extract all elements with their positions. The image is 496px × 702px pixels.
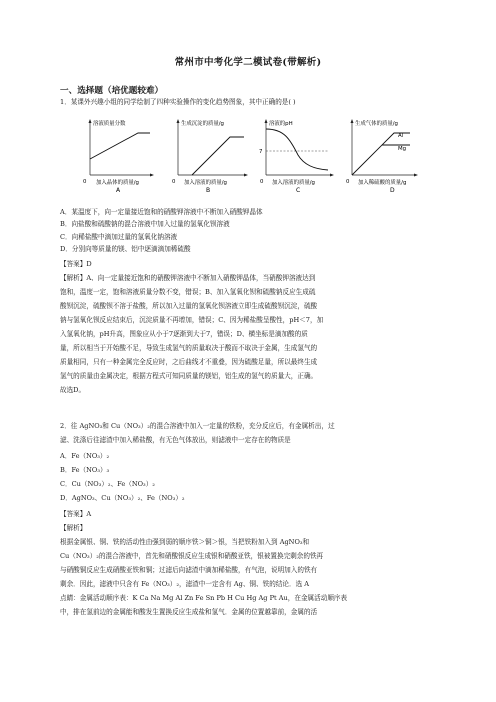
q2-analysis-line: 中，排在氢前边的金属能和酸发生置换反应生成盐和氢气．金属的位置越靠前，金属的活: [60, 608, 318, 616]
q1-analysis-line: 酸钡沉淀，硫酸钡不溶于盐酸，所以加入过量的氢氧化钡溶液立即生成硫酸钡沉淀，硫酸: [60, 302, 318, 310]
chart-b-ylabel: 生成沉淀的质量/g: [181, 121, 224, 127]
chart-a-origin: 0: [83, 179, 87, 185]
chart-b-curve: [192, 137, 244, 175]
q2-analysis-line: Cu（NO₃）₂的混合溶液中，首先和硝酸银反应生成银和硝酸亚铁，银被置换完剩余的铁再: [60, 552, 324, 560]
q1-charts: [80, 117, 420, 203]
q1-analysis-line: 量，所以相当于开始酸不足，导致生成氢气的质量取决于酸而不取决于金属，生成氢气的: [60, 344, 318, 352]
q1-option-a: A．某温度下，向一定量接近饱和的硝酸钾溶液中不断加入硝酸钾晶体: [60, 208, 263, 216]
q1-analysis-line: 钠与氢氧化钡反应结束后，沉淀质量不再增加，错误；C、因为稀盐酸呈酸性，pH＜7，加: [60, 316, 324, 324]
q1-analysis-line: 质量相同，只有一种金属完全反应时，之后曲线才不重叠，因为硫酸足量，所以最终生成: [60, 358, 318, 366]
q1-analysis-line: 【解析】A、向一定量接近饱和的硝酸钾溶液中不断加入硝酸钾晶体，当硝酸钾溶液达到: [60, 274, 316, 282]
chart-d-label-al: Al: [398, 133, 404, 139]
q2-option-a: A．Fe（NO₃）₂: [60, 452, 110, 460]
chart-d-label-mg: Mg: [398, 146, 407, 152]
chart-a-letter: A: [116, 187, 121, 194]
q2-option-c: C．Cu（NO₃）₂、Fe（NO₃）₂: [60, 480, 155, 488]
q1-option-c: C．向稀盐酸中滴加过量的氢氧化钠溶液: [60, 233, 178, 241]
q2-answer: 【答案】A: [60, 510, 92, 518]
chart-d-curve-al: [352, 133, 410, 175]
chart-b: [172, 119, 248, 194]
q1-option-d: D．分别向等质量的镁、铝中逐滴滴加稀硫酸: [60, 245, 191, 253]
chart-c-xlabel: 加入溶液的质量/g: [272, 180, 315, 186]
chart-d-letter: D: [390, 187, 395, 194]
q2-analysis-line: 点睛：金属活动顺序表：K Ca Na Mg Al Zn Fe Sn Pb H Cu Hg Ag Pt Au，在金属活动顺序表: [60, 594, 348, 602]
q2-option-d: D．AgNO₃、Cu（NO₃）₂、Fe（NO₃）₂: [60, 494, 185, 502]
q2-analysis-line: 根据金属银、铜、铁的活动性由强到弱的顺序铁＞铜＞银，当把铁粉加入到 AgNO₃和: [60, 538, 310, 546]
chart-d-xlabel: 加入稀硫酸的质量/g: [358, 180, 407, 186]
chart-a-ylabel: 溶液质量分数: [93, 121, 126, 127]
chart-b-origin: 0: [172, 179, 176, 185]
q1-answer: 【答案】D: [60, 260, 92, 268]
q1-stem: 1．某课外兴趣小组的同学绘制了四种实验操作的变化趋势图象，其中正确的是( ): [60, 98, 296, 106]
chart-b-letter: B: [206, 187, 211, 194]
q2-analysis-line: 与硝酸铜反应生成硝酸亚铁和铜；过滤后向滤渣中滴加稀盐酸，有气泡，说明加入的铁有: [60, 566, 318, 574]
q2-analysis-line: 剩余．因此，滤液中只含有 Fe（NO₃）₂，滤渣中一定含有 Ag、铜、铁的结论．选 A: [60, 580, 310, 588]
q1-analysis-line: 入氢氧化钠，pH升高，图象应从小于7逐渐到大于7，错误；D、横坐标是滴加酸的质: [60, 330, 308, 338]
chart-b-xlabel: 加入溶液的质量/g: [184, 180, 227, 186]
document-title: 常州市中考化学二模试卷(带解析): [174, 57, 322, 68]
chart-c-curve: [266, 129, 328, 170]
chart-c-letter: C: [296, 187, 301, 194]
chart-d: [346, 119, 418, 194]
chart-c: [259, 119, 334, 194]
chart-a-curve: [90, 133, 150, 159]
q1-analysis-line: 氢气的质量由金属决定，根据方程式可知同质量的镁铝，铝生成的氢气的质量大，正确。: [60, 372, 318, 380]
chart-c-origin: 0: [260, 179, 264, 185]
section-heading: 一、选择题（培优题较难）: [60, 86, 164, 96]
q1-chart-group: [80, 117, 420, 203]
chart-d-origin: 0: [346, 179, 350, 185]
chart-d-ylabel: 生成气体的质量/g: [355, 121, 398, 127]
chart-c-ylabel: 溶液的pH: [269, 121, 293, 127]
chart-a: [83, 119, 154, 194]
q1-option-b: B．向盐酸和硫酸钠的混合溶液中加入过量的氢氧化钡溶液: [60, 220, 230, 228]
q2-option-b: B．Fe（NO₃）₃: [60, 466, 110, 474]
q1-analysis-line: 饱和，温度一定，饱和溶液质量分数不变，错误；B、加入氢氧化钡和硫酸钠反应生成硫: [60, 288, 316, 296]
chart-c-tick-7: 7: [259, 149, 263, 155]
q2-stem-line: 2．往 AgNO₃和 Cu（NO₃）₂的混合溶液中加入一定量的铁粉，充分反应后，有金属析出，过: [60, 422, 335, 430]
q2-stem-line: 滤、洗涤后往滤渣中加入稀盐酸，有无色气体放出，则滤液中一定存在的物质是: [60, 436, 291, 444]
q2-analysis-head: 【解析】: [60, 524, 87, 532]
chart-a-xlabel: 加入晶体的质量/g: [96, 180, 139, 186]
q1-analysis-line: 故选D。: [60, 386, 86, 394]
